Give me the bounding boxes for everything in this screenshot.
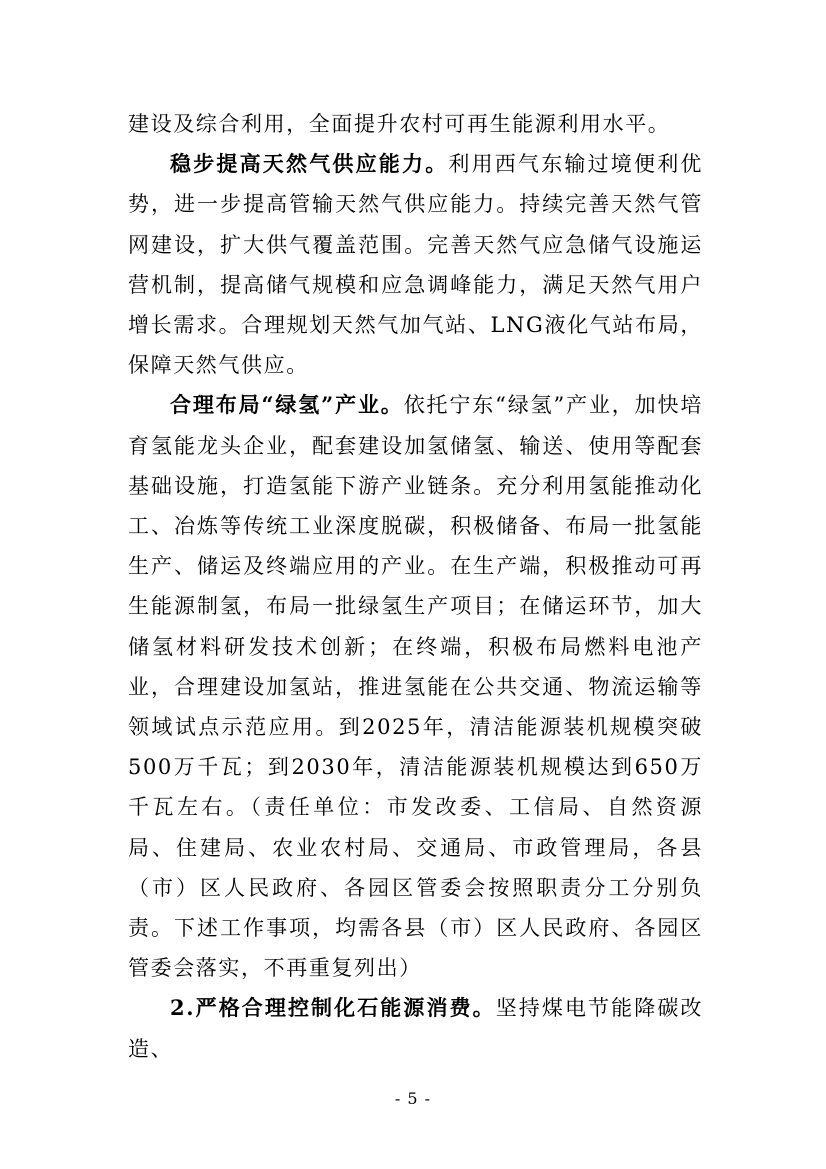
paragraph-rural-renewable bbox=[128, 104, 703, 144]
paragraph-text: 利用西气东输过境便利优势，进一步提高管输天然气供应能力。持续完善天然气管网建设，扩大供气覆盖范围。完善天然气应急储气设施运营机制，提高储气规模和应急调峰能力，满足天然气用户增长需求。合理规划天然气加气站、LNG液化气站布局，保障天然气供应。 bbox=[128, 152, 703, 378]
paragraph-fossil-energy bbox=[128, 988, 703, 1068]
page-number: - 5 - bbox=[394, 1089, 432, 1108]
paragraph-text: 依托宁东“绿氢”产业，加快培育氢能龙头企业，配套建设加氢储氢、输送、使用等配套基础设施，打造氢能下游产业链条。充分利用氢能推动化工、冶炼等传统工业深度脱碳，积极储备、布局一批氢能生产、储运及终端应用的产业。在生产端，积极推动可再生能源制氢，布局一批绿氢生产项目；在储运环节，加大储氢材料研发技术创新；在终端，积极布局燃料电池产业，合理建设加氢站，推进氢能在公共交通、物流运输等领域试点示范应用。到2025年，清洁能源装机规模突破500万千瓦；到2030年，清洁能源装机规模达到650万千瓦左右。（责任单位：市发改委、工信局、自然资源局、住建局、农业农村局、交通局、市政管理局，各县（市）区人民政府、各园区管委会按照职责分工分别负责。下述工作事项，均需各县（市）区人民政府、各园区管委会落实，不再重复列出） bbox=[128, 393, 704, 981]
paragraph-lead: 2.严格合理控制化石能源消费。 bbox=[170, 995, 496, 1021]
document-body bbox=[128, 104, 703, 1069]
paragraph-lead: 合理布局“绿氢”产业。 bbox=[170, 392, 404, 418]
paragraph-text: 坚持煤电节能降碳改造、 bbox=[128, 996, 703, 1061]
paragraph-lead: 稳步提高天然气供应能力。 bbox=[170, 151, 449, 177]
paragraph-natural-gas bbox=[128, 144, 703, 385]
paragraph-text: 建设及综合利用，全面提升农村可再生能源利用水平。 bbox=[128, 112, 671, 136]
paragraph-green-hydrogen bbox=[128, 385, 703, 988]
